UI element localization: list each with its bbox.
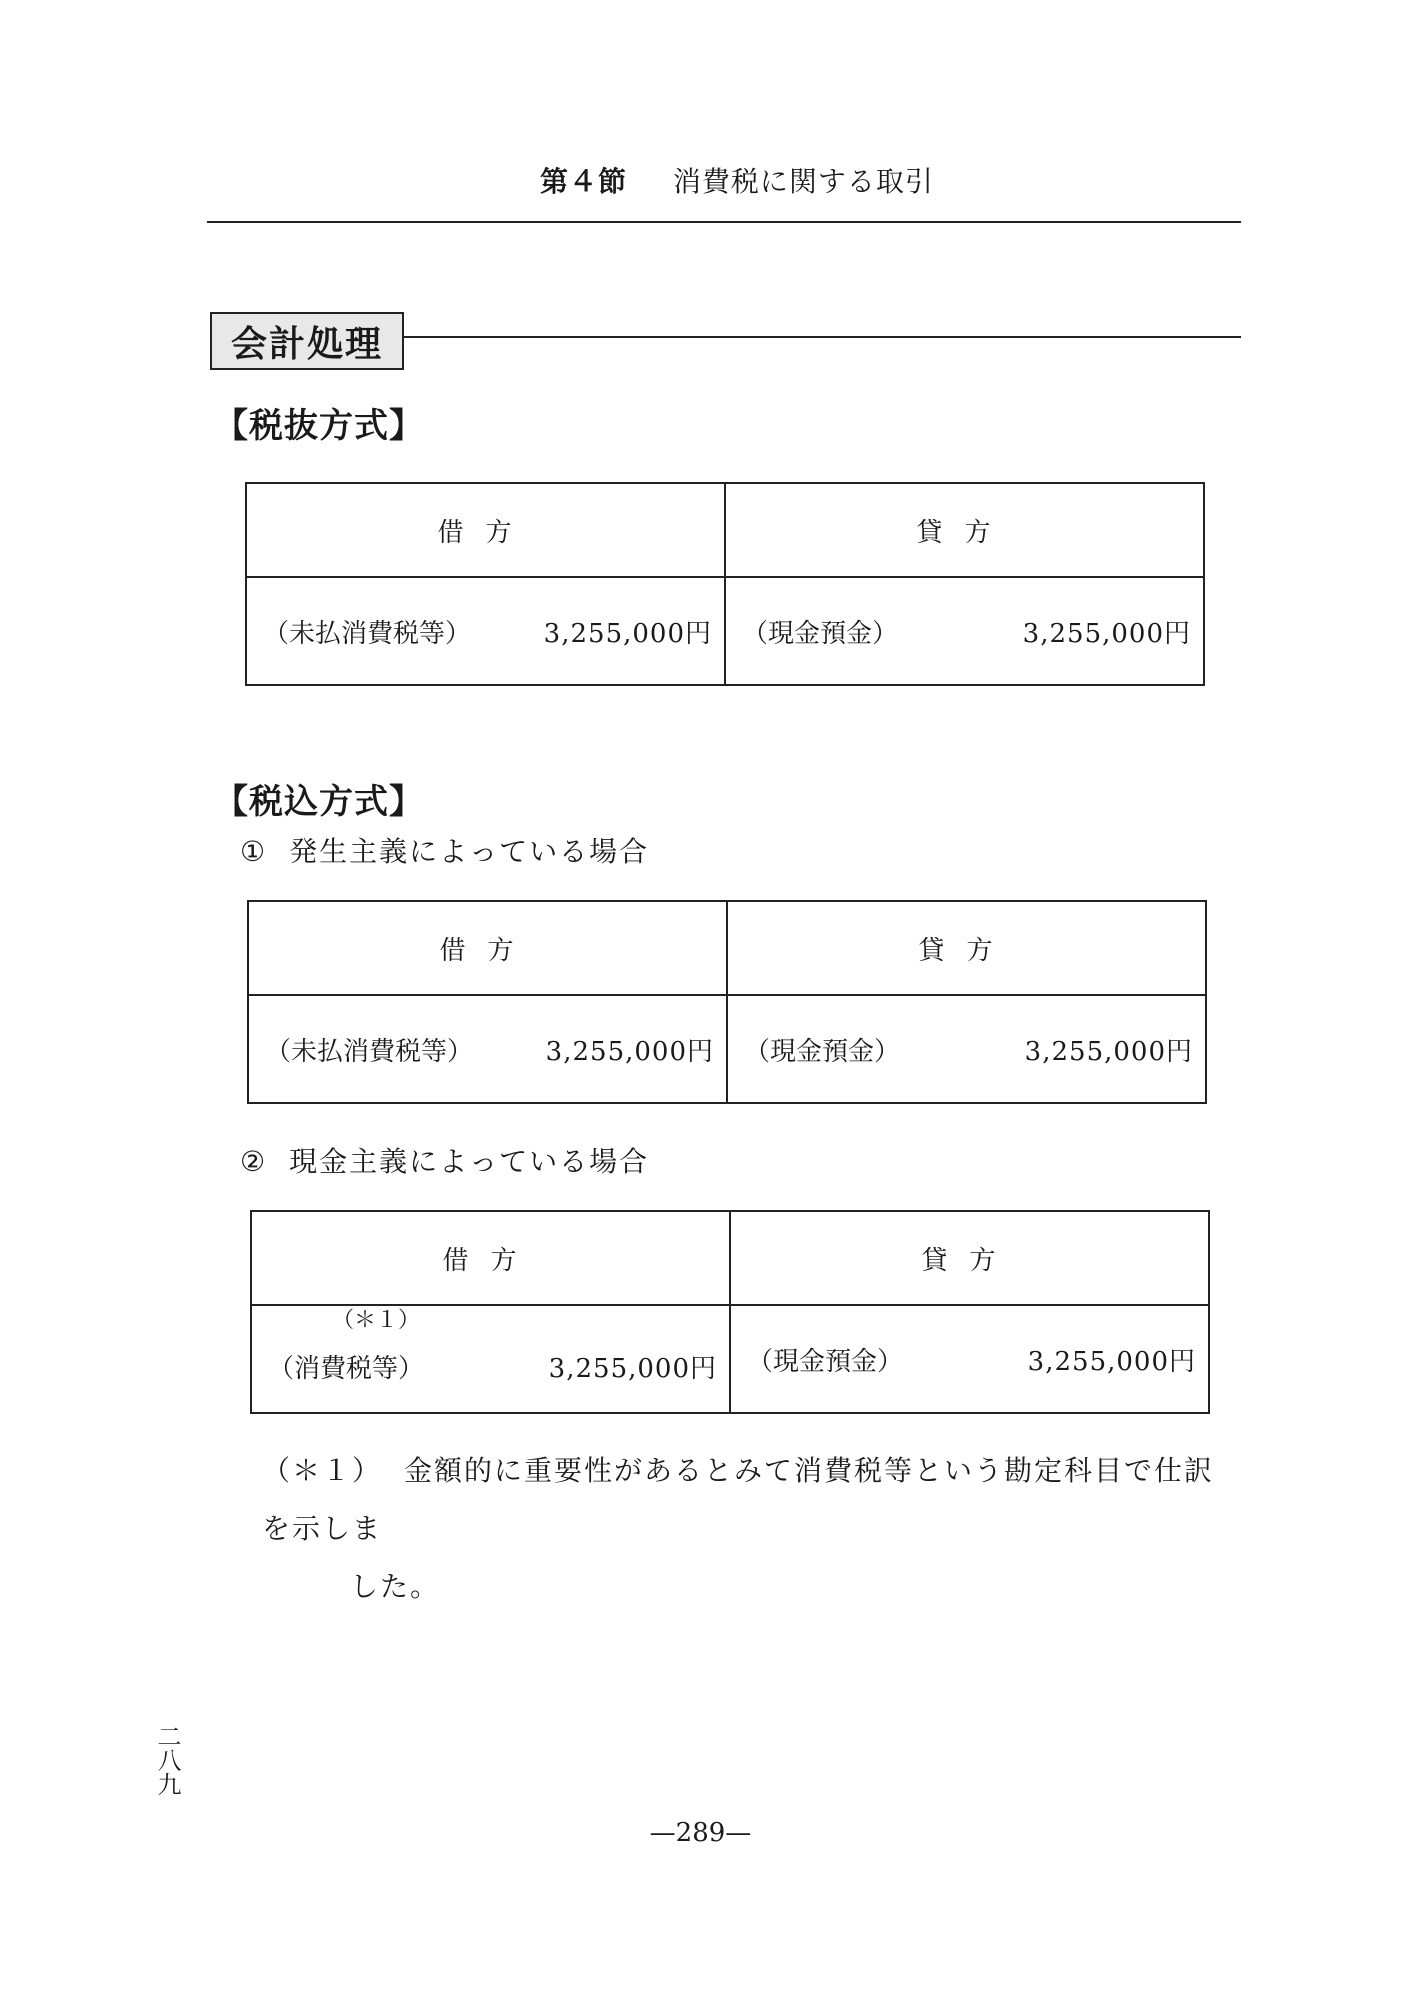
debit-amount: 3,255,000円: [543, 618, 712, 649]
tax-inclusive-heading: 【税込方式】: [214, 782, 424, 822]
debit-cell: [246, 577, 725, 685]
credit-account: （現金預金）: [742, 618, 899, 649]
debit-account: （消費税等）: [268, 1353, 425, 1384]
credit-cell: [730, 1305, 1209, 1413]
section-number: 第４節: [540, 165, 628, 198]
footnote-line2: した。: [350, 1570, 441, 1603]
section-title: 消費税に関する取引: [672, 165, 934, 198]
note-reference: （＊１）: [332, 1308, 421, 1333]
case2-text: 現金主義によっている場合: [289, 1145, 650, 1178]
debit-header: 借方: [248, 901, 727, 995]
credit-amount: 3,255,000円: [1024, 1036, 1193, 1067]
debit-cell: [251, 1305, 730, 1413]
journal-table-cash-basis: [250, 1210, 1210, 1414]
debit-account: （未払消費税等）: [265, 1036, 474, 1067]
debit-header: 借方: [251, 1211, 730, 1305]
section-divider: [404, 336, 1241, 338]
credit-header: 貸方: [730, 1211, 1209, 1305]
credit-account: （現金預金）: [747, 1346, 904, 1377]
case1-label: [240, 830, 649, 870]
credit-amount: 3,255,000円: [1022, 618, 1191, 649]
footnote: [262, 1442, 1242, 1616]
footnote-mark: （＊１）: [262, 1454, 383, 1487]
debit-amount: 3,255,000円: [545, 1036, 714, 1067]
debit-amount: 3,255,000円: [548, 1353, 717, 1384]
debit-header: 借方: [246, 483, 725, 577]
debit-cell: [248, 995, 727, 1103]
journal-table-accrual: [247, 900, 1207, 1104]
credit-account: （現金預金）: [744, 1036, 901, 1067]
credit-header: 貸方: [725, 483, 1204, 577]
case1-marker: ①: [240, 835, 268, 868]
tax-exclusive-heading: 【税抜方式】: [214, 406, 424, 446]
journal-table-tax-exclusive: [245, 482, 1205, 686]
footnote-line1: 金額的に重要性があるとみて消費税等という勘定科目で仕訳を示しま: [262, 1454, 1215, 1545]
case2-label: [240, 1140, 649, 1180]
credit-cell: [725, 577, 1204, 685]
case1-text: 発生主義によっている場合: [289, 835, 650, 868]
credit-cell: [727, 995, 1206, 1103]
side-page-number: 二八九: [153, 1724, 181, 1796]
header-divider: [207, 221, 1241, 223]
credit-header: 貸方: [727, 901, 1206, 995]
case2-marker: ②: [240, 1145, 268, 1178]
credit-amount: 3,255,000円: [1027, 1346, 1196, 1377]
section-box-title: 会計処理: [210, 312, 404, 370]
debit-account: （未払消費税等）: [263, 618, 472, 649]
chapter-header: [540, 160, 934, 200]
page-number: —289—: [649, 1818, 752, 1848]
